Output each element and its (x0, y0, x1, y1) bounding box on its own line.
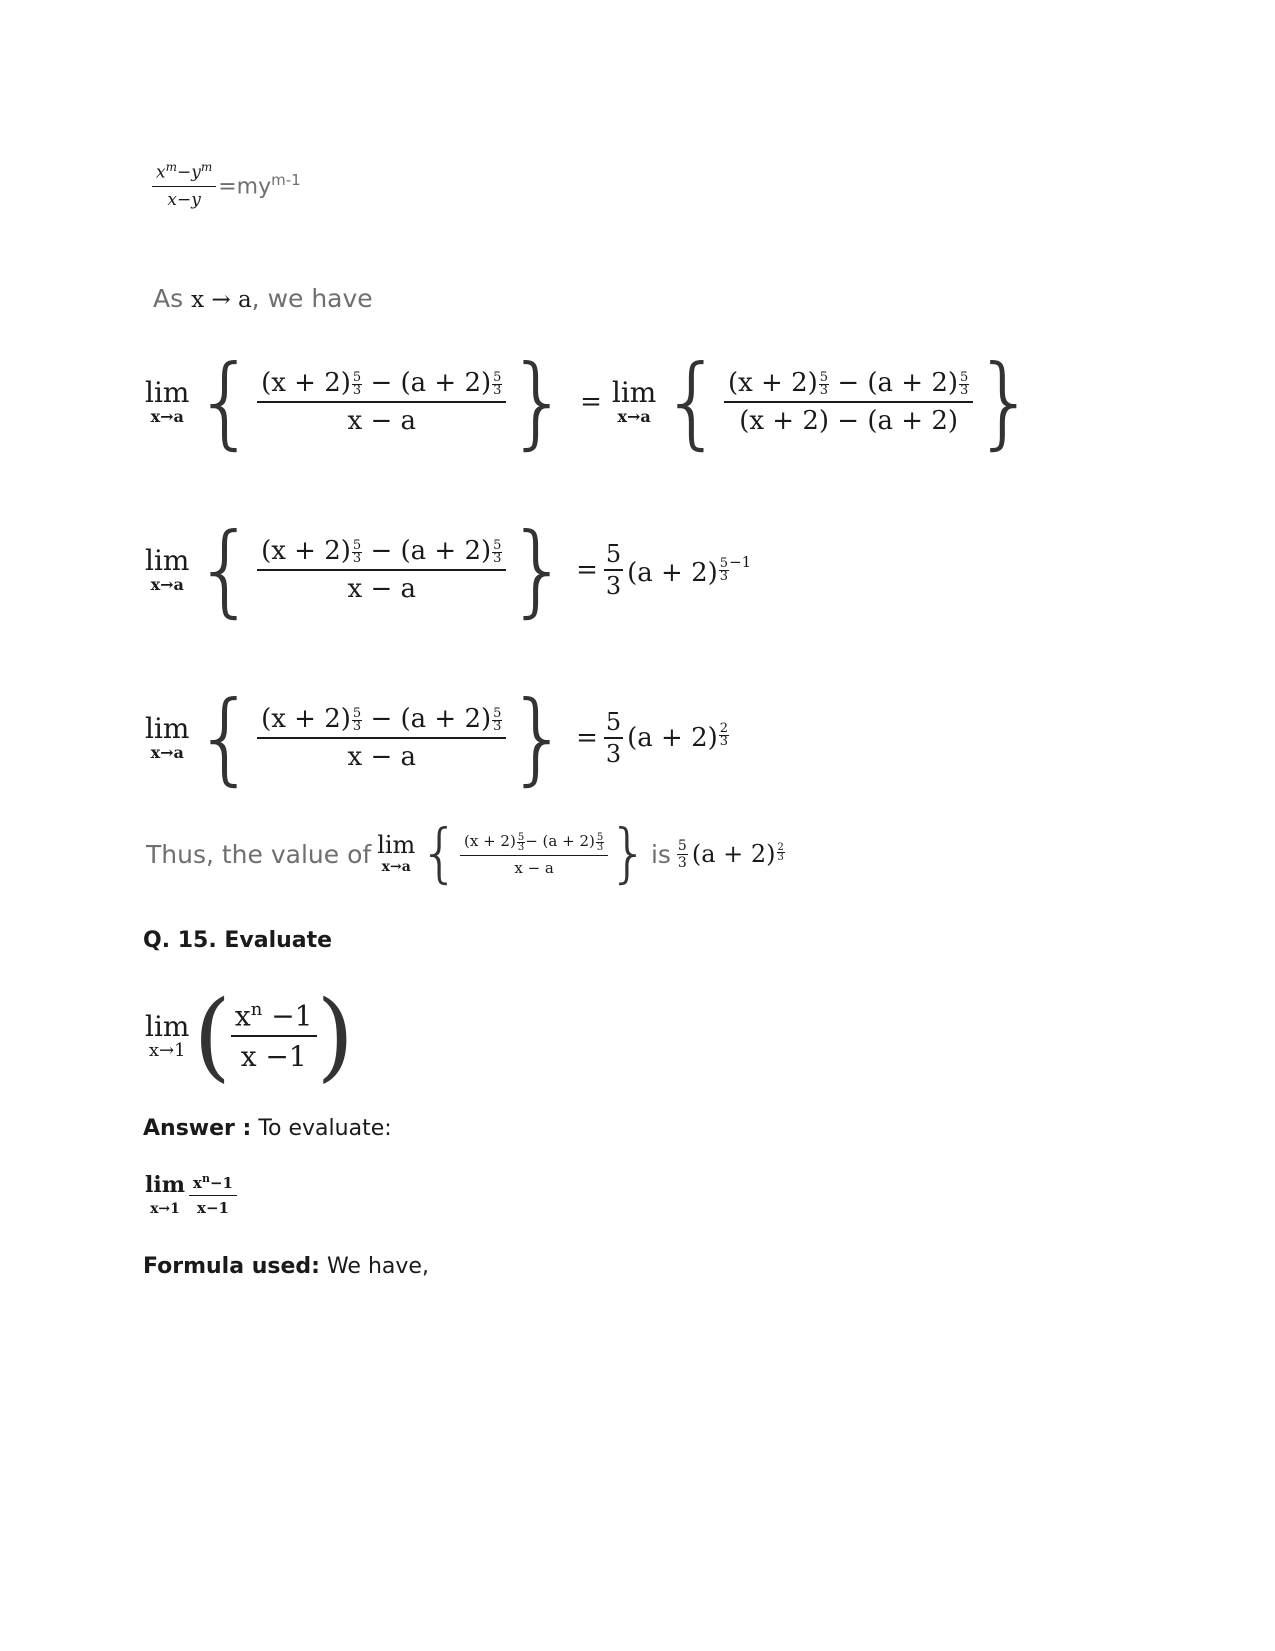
q15-heading: Q. 15. Evaluate (143, 928, 333, 953)
thus-lim: lim x→a (377, 831, 416, 875)
eq2-coef: $\frac{5}{3}$ (605, 540, 622, 600)
eq2-lhs-fraction: (x + 2) $\frac{5}{3}$ − (a + 2) $\frac{5}{3}$ x − a (257, 536, 506, 604)
answer-expression (145, 1170, 237, 1218)
eq3-rhs-base: (a + 2) $\frac{2}{3}$ (627, 721, 729, 753)
eq1-lim: lim x→a (145, 376, 190, 426)
eq1-rhs-fraction: (x + 2) $\frac{5}{3}$ − (a + 2) $\frac{5}{3}$ (x + 2) − (a + 2) (724, 368, 973, 436)
as-line-word: As (153, 284, 184, 313)
eq3-lhs-fraction: (x + 2) $\frac{5}{3}$ − (a + 2) $\frac{5}{3}$ x − a (257, 704, 506, 772)
eq1-rhs-open-brace: { (660, 343, 724, 460)
formula-top-num-minus: −y (176, 162, 201, 183)
formula-top-num-x: x (156, 162, 166, 183)
eq2-minus-one: −1 (729, 552, 752, 571)
formula-top-den: x−y (167, 189, 201, 210)
as-line (153, 284, 373, 313)
thus-rhs: (a + 2) $\frac{2}{3}$ (691, 840, 784, 868)
eq3-open-brace: { (193, 679, 258, 796)
eq3-equals: = (576, 723, 598, 753)
eq3-coef: $\frac{5}{3}$ (605, 708, 622, 768)
eq1-rhs-lim: lim x→a (611, 376, 657, 426)
eq2-equals: = (576, 555, 598, 585)
formula-top-fraction (152, 160, 216, 210)
thus-coef: $\frac{5}{3}$ (677, 837, 687, 871)
eq1-lhs-fraction: (x + 2) $\frac{5}{3}$ − (a + 2) $\frac{5}{3}$ x − a (257, 368, 506, 436)
answer-text: To evaluate: (258, 1116, 392, 1141)
eq2-rhs-base: (a + 2) $\frac{5}{3}$ $^{-1}$ (627, 552, 752, 588)
formula-used-label: Formula used: (143, 1254, 320, 1279)
equation-2 (145, 511, 752, 628)
eq2-open-brace: { (193, 511, 258, 628)
answer-lim: lim x→1 (145, 1172, 185, 1217)
q15-lim: lim x→1 (145, 1010, 190, 1061)
as-line-limit: x → a (191, 287, 252, 313)
answer-label: Answer : (143, 1116, 252, 1141)
thus-line-prefix: Thus, the value of (146, 839, 372, 869)
equation-1 (145, 343, 1037, 460)
thus-line-is: is (650, 839, 671, 869)
equation-3 (145, 679, 729, 796)
as-line-tail: , we have (251, 284, 373, 313)
q15-open-paren: ( (193, 980, 231, 1092)
eq1-close-brace: } (506, 343, 571, 460)
q15-close-paren: ) (316, 980, 354, 1092)
formula-top-num-exp2: m (200, 160, 213, 174)
answer-line (143, 1116, 392, 1141)
thus-line (146, 817, 785, 891)
formula-top-num-exp: m (165, 160, 177, 174)
eq3-close-brace: } (506, 679, 571, 796)
eq3-lim: lim x→a (145, 712, 190, 762)
thus-close-brace: } (608, 817, 649, 891)
formula-used-line (143, 1254, 429, 1279)
q15-fraction: $\frac{x^n -1}{x -1}$ (231, 999, 317, 1073)
formula-top-rhs: =my (218, 173, 272, 199)
formula-top-rhs-exp: m-1 (271, 170, 301, 189)
thus-fraction: (x + 2) $\frac{5}{3}$ − (a + 2) $\frac{5}{3}$ x − a (460, 832, 608, 877)
eq1-equals: = (580, 387, 602, 417)
eq1-rhs-close-brace: } (973, 343, 1037, 460)
eq1-open-brace: { (193, 343, 258, 460)
answer-fraction: $\frac{x^n-1}{x-1}$ (189, 1172, 237, 1217)
formula-used-text: We have, (326, 1254, 429, 1279)
eq2-close-brace: } (506, 511, 571, 628)
eq2-lim: lim x→a (145, 544, 190, 594)
q15-expression (145, 980, 354, 1092)
thus-open-brace: { (419, 817, 461, 891)
formula-top (152, 160, 301, 210)
